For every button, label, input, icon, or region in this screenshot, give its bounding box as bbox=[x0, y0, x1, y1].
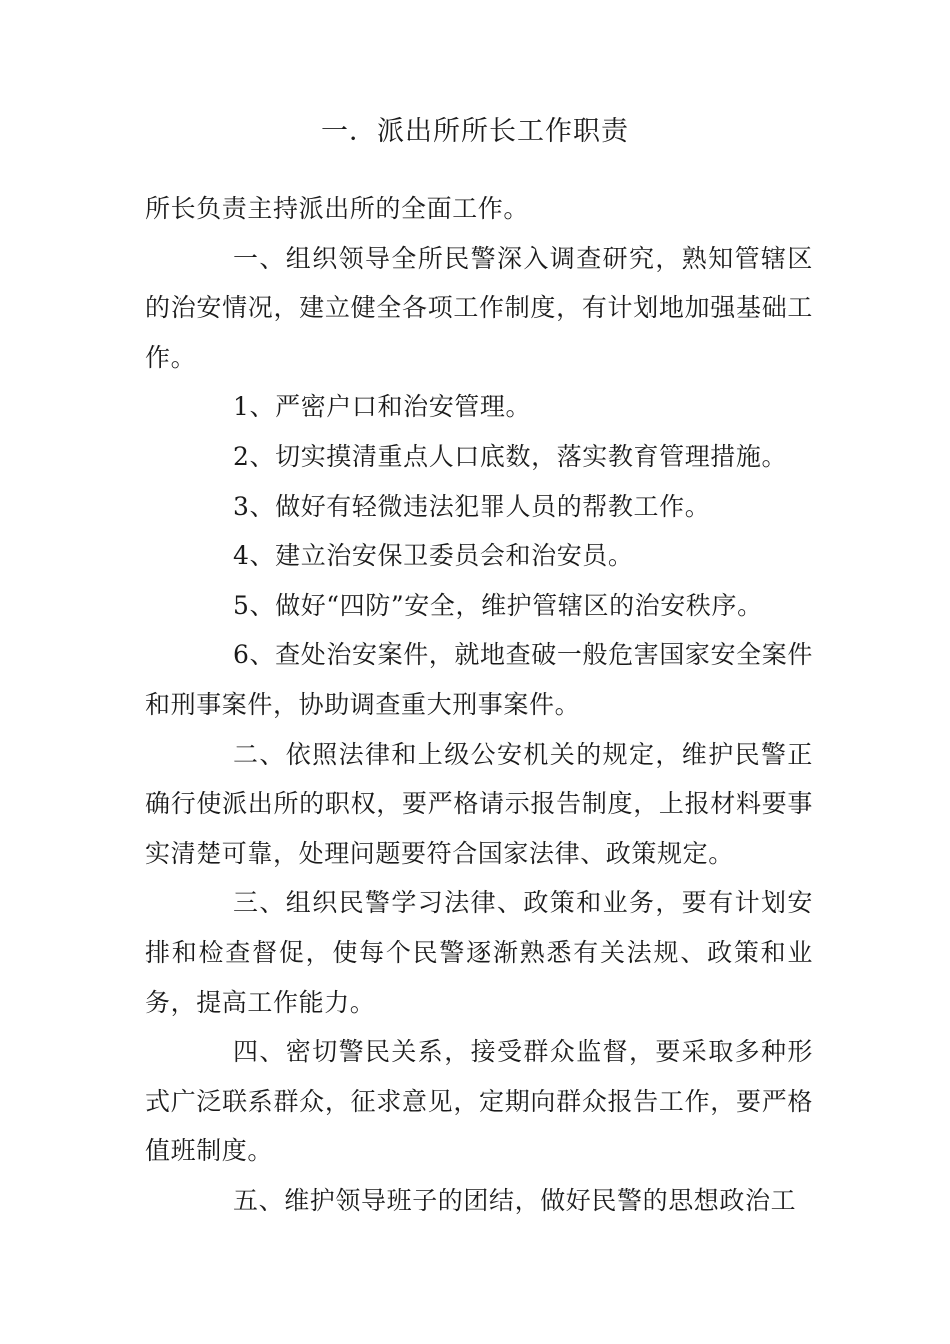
document-body bbox=[145, 184, 813, 1225]
paragraph-item-3: 三、组织民警学习法律、政策和业务，要有计划安排和检查督促，使每个民警逐渐熟悉有关法规、政策和业务，提高工作能力。 bbox=[145, 888, 813, 1017]
paragraph-subitem-2: 2、切实摸清重点人口底数，落实教育管理措施。 bbox=[233, 441, 788, 471]
paragraph-intro: 所长负责主持派出所的全面工作。 bbox=[145, 194, 530, 223]
paragraph-item-4: 四、密切警民关系，接受群众监督，要采取多种形式广泛联系群众，征求意见，定期向群众报告工作，要严格值班制度。 bbox=[145, 1037, 813, 1166]
paragraph-item-1: 一、组织领导全所民警深入调查研究，熟知管辖区的治安情况，建立健全各项工作制度，有计划地加强基础工作。 bbox=[145, 243, 813, 372]
paragraph-subitem-4: 4、建立治安保卫委员会和治安员。 bbox=[233, 541, 634, 571]
paragraph-subitem-1: 1、严密户口和治安管理。 bbox=[233, 392, 532, 422]
paragraph-item-5: 五、维护领导班子的团结，做好民警的思想政治工 bbox=[233, 1185, 797, 1215]
paragraph-subitem-5: 5、做好“四防”安全，维护管辖区的治安秩序。 bbox=[233, 590, 763, 620]
paragraph-subitem-6: 6、查处治安案件，就地查破一般危害国家安全案件和刑事案件，协助调查重大刑事案件。 bbox=[145, 640, 813, 719]
paragraph-subitem-3: 3、做好有轻微违法犯罪人员的帮教工作。 bbox=[233, 491, 711, 521]
paragraph-item-2: 二、依照法律和上级公安机关的规定，维护民警正确行使派出所的职权，要严格请示报告制度，上报材料要事实清楚可靠，处理问题要符合国家法律、政策规定。 bbox=[145, 739, 813, 868]
document-title: 一．派出所所长工作职责 bbox=[321, 116, 629, 147]
